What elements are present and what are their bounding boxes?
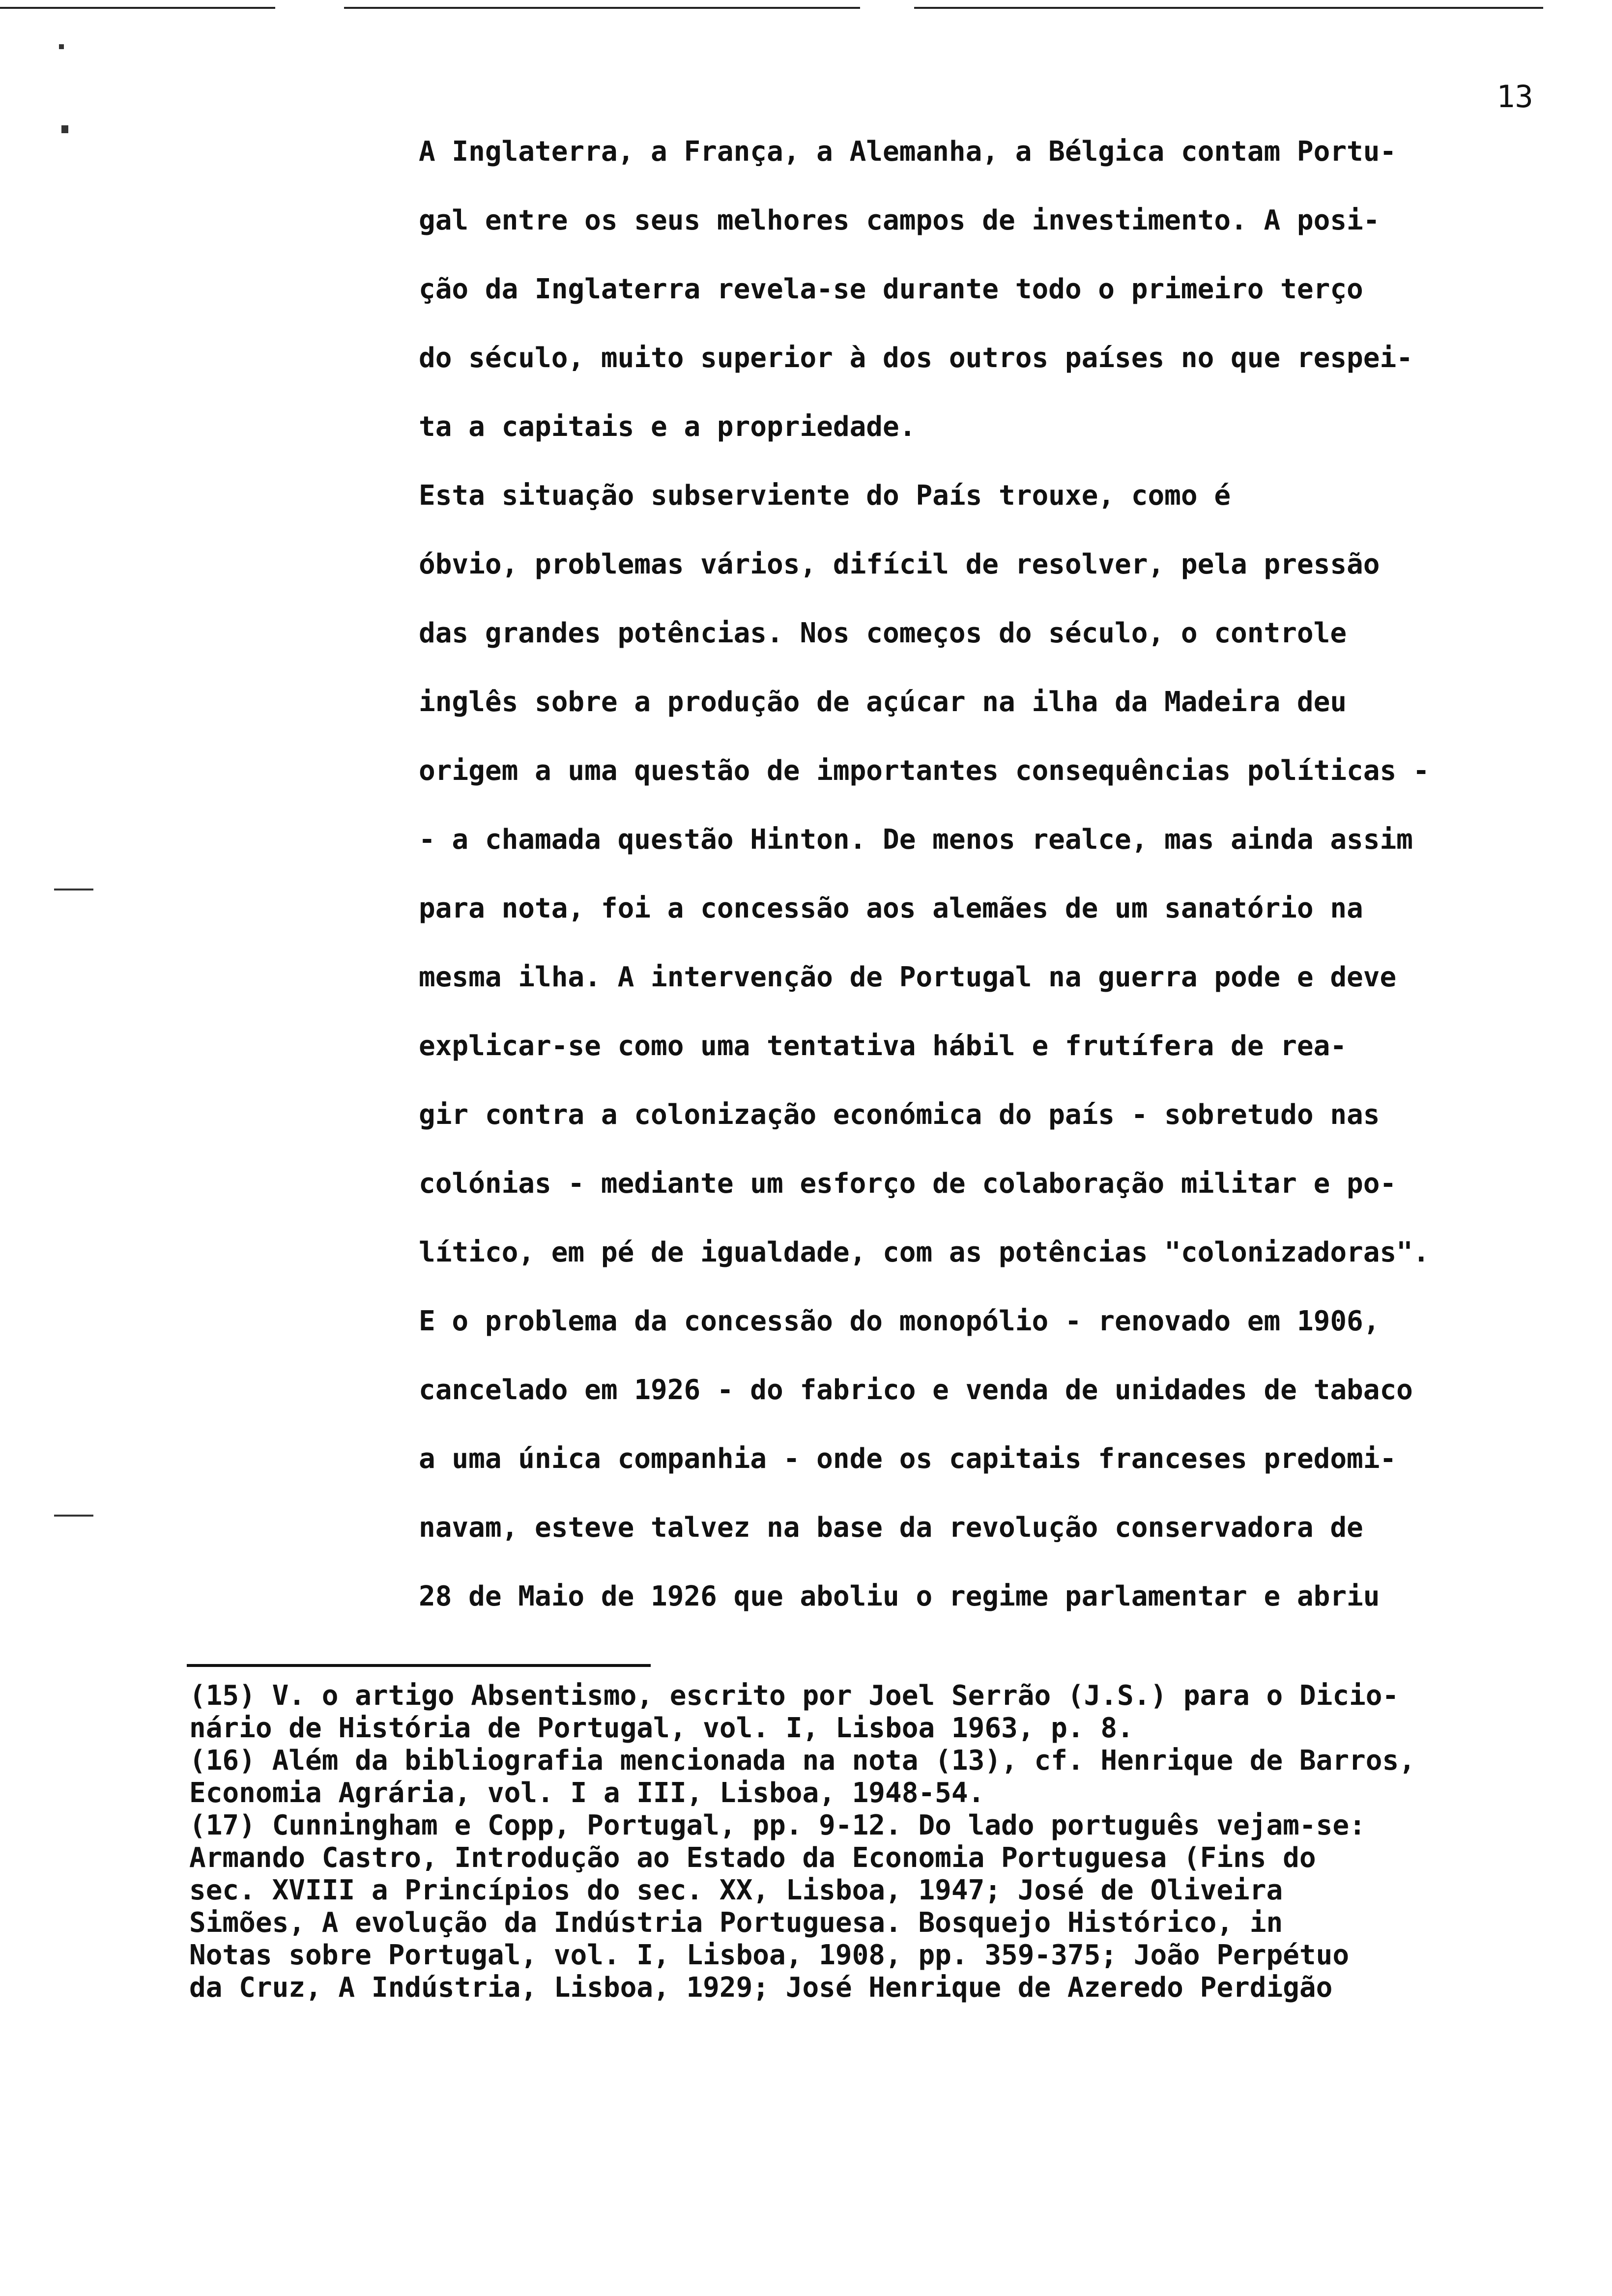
punch-mark — [61, 125, 68, 133]
body-line: Esta situação subserviente do País trouxe, como é — [419, 480, 1231, 512]
scan-edge-line — [0, 7, 275, 9]
margin-tick — [54, 889, 93, 890]
footnote-line: nário de História de Portugal, vol. I, Lisboa 1963, p. 8. — [189, 1712, 1134, 1744]
footnote-line: Simões, A evolução da Indústria Portuguesa. Bosquejo Histórico, in — [189, 1907, 1283, 1939]
footnote-line: (17) Cunningham e Copp, Portugal, pp. 9-12. Do lado português vejam-se: — [189, 1809, 1366, 1841]
footnote-separator — [187, 1664, 651, 1667]
body-line: a uma única companhia - onde os capitais franceses predomi- — [419, 1443, 1397, 1475]
footnote-line: (16) Além da bibliografia mencionada na nota (13), cf. Henrique de Barros, — [189, 1745, 1415, 1777]
footnote-line: da Cruz, A Indústria, Lisboa, 1929; José Henrique de Azeredo Perdigão — [189, 1972, 1333, 2004]
punch-mark — [59, 44, 64, 49]
body-line: A Inglaterra, a França, a Alemanha, a Bélgica contam Portu- — [419, 136, 1397, 168]
body-line: origem a uma questão de importantes consequências políticas - — [419, 755, 1430, 787]
body-line: óbvio, problemas vários, difícil de resolver, pela pressão — [419, 548, 1380, 580]
scan-edge-line — [344, 7, 860, 9]
page-number: 13 — [1497, 79, 1533, 115]
body-line: ta a capitais e a propriedade. — [419, 411, 916, 443]
body-line: para nota, foi a concessão aos alemães de um sanatório na — [419, 892, 1363, 924]
body-line: cancelado em 1926 - do fabrico e venda de unidades de tabaco — [419, 1374, 1413, 1406]
footnote-line: sec. XVIII a Princípios do sec. XX, Lisboa, 1947; José de Oliveira — [189, 1874, 1283, 1906]
body-line: do século, muito superior à dos outros países no que respei- — [419, 342, 1413, 374]
body-line: navam, esteve talvez na base da revolução conservadora de — [419, 1512, 1363, 1544]
footnote-line: Economia Agrária, vol. I a III, Lisboa, 1948-54. — [189, 1777, 985, 1809]
margin-tick — [54, 1515, 93, 1517]
body-line: 28 de Maio de 1926 que aboliu o regime parlamentar e abriu — [419, 1580, 1380, 1612]
body-line: lítico, em pé de igualdade, com as potências "colonizadoras". — [419, 1236, 1430, 1268]
body-line: - a chamada questão Hinton. De menos realce, mas ainda assim — [419, 824, 1413, 856]
body-line: mesma ilha. A intervenção de Portugal na guerra pode e deve — [419, 961, 1397, 993]
footnote-line: Notas sobre Portugal, vol. I, Lisboa, 1908, pp. 359-375; João Perpétuo — [189, 1939, 1350, 1971]
footnote-line: (15) V. o artigo Absentismo, escrito por Joel Serrão (J.S.) para o Dicio- — [189, 1680, 1399, 1712]
footnote-line: Armando Castro, Introdução ao Estado da Economia Portuguesa (Fins do — [189, 1842, 1316, 1874]
body-line: inglês sobre a produção de açúcar na ilha da Madeira deu — [419, 686, 1347, 718]
body-line: gir contra a colonização económica do país - sobretudo nas — [419, 1099, 1380, 1131]
body-line: das grandes potências. Nos começos do século, o controle — [419, 617, 1347, 649]
body-line: explicar-se como uma tentativa hábil e frutífera de rea- — [419, 1030, 1347, 1062]
body-line: gal entre os seus melhores campos de investimento. A posi- — [419, 204, 1380, 236]
body-line: ção da Inglaterra revela-se durante todo o primeiro terço — [419, 273, 1363, 305]
body-line: colónias - mediante um esforço de colaboração militar e po- — [419, 1168, 1397, 1200]
scan-edge-line — [914, 7, 1543, 9]
body-line: E o problema da concessão do monopólio - renovado em 1906, — [419, 1305, 1380, 1337]
